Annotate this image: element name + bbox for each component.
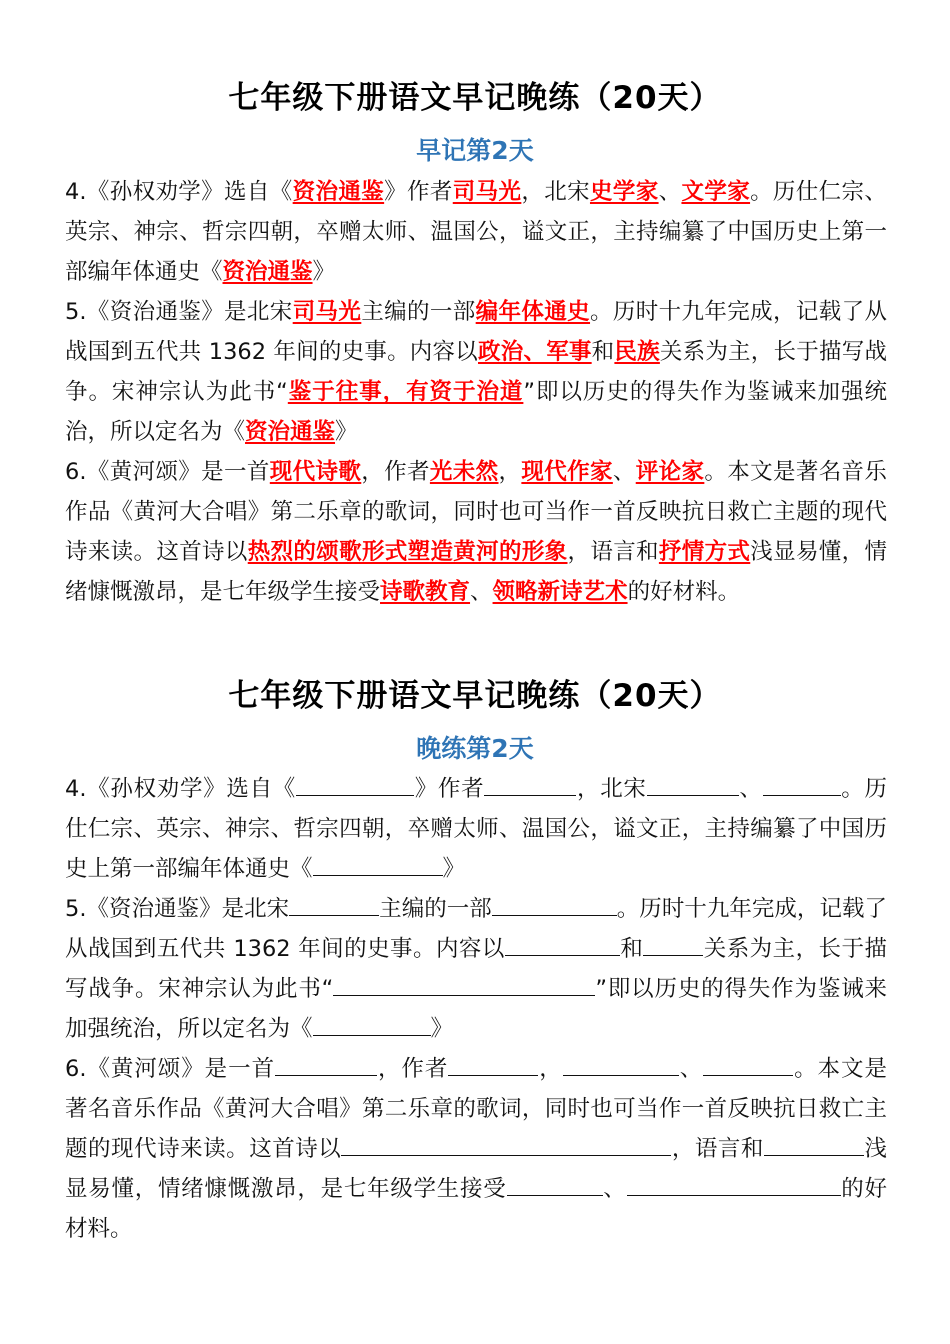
answer: 评论家 xyxy=(635,459,705,485)
answer: 热烈的颂歌形式塑造黄河的形象 xyxy=(247,539,568,565)
answer: 资治通鉴 xyxy=(292,179,385,205)
fill-in-blank[interactable] xyxy=(492,895,617,916)
answer: 鉴于往事，有资于治道 xyxy=(287,379,524,405)
evening-question-6: 6.《黄河颂》是一首 ，作者 ， 、 。本文是著名音乐作品《黄河大合唱》第二乐章的歌词，同时也可当作一首反映抗日救亡主题的现代诗来读。这首诗以 ，语言和 浅显易懂，情绪慷慨激昂，是七年级学生接受 、 的好材料。 xyxy=(65,1056,887,1242)
fill-in-blank[interactable] xyxy=(505,935,620,956)
fill-in-blank[interactable] xyxy=(275,1055,377,1076)
fill-in-blank[interactable] xyxy=(643,935,703,956)
morning-question-6: 6.《黄河颂》是一首现代诗歌，作者光未然，现代作家、评论家。本文是著名音乐作品《黄河大合唱》第二乐章的歌词，同时也可当作一首反映抗日救亡主题的现代诗来读。这首诗以热烈的颂歌形式塑造黄河的形象，语言和抒情方式浅显易懂，情绪慷慨激昂，是七年级学生接受诗歌教育、领略新诗艺术的好材料。 xyxy=(65,459,887,605)
fill-in-blank[interactable] xyxy=(313,1015,431,1036)
answer: 文学家 xyxy=(681,179,751,205)
answer: 领略新诗艺术 xyxy=(492,579,628,605)
fill-in-blank[interactable] xyxy=(763,775,841,796)
answer: 现代诗歌 xyxy=(269,459,362,485)
morning-title: 七年级下册语文早记晚练（20天） xyxy=(228,80,722,116)
answer: 编年体通史 xyxy=(475,299,591,325)
evening-title: 七年级下册语文早记晚练（20天） xyxy=(228,678,722,714)
answer: 司马光 xyxy=(452,179,522,205)
answer: 司马光 xyxy=(292,299,362,325)
fill-in-blank[interactable] xyxy=(703,1055,793,1076)
evening-subtitle: 晚练第2天 xyxy=(416,734,534,763)
answer: 资治通鉴 xyxy=(222,259,313,285)
evening-question-5: 5.《资治通鉴》是北宋 主编的一部 。历时十九年完成，记载了从战国到五代共 1362 年间的史事。内容以 和 关系为主，长于描写战争。宋神宗认为此书“ ”即以历史的得失作为鉴诫来加强统治，所以定名为《 》 xyxy=(65,896,887,1042)
fill-in-blank[interactable] xyxy=(647,775,739,796)
answer: 史学家 xyxy=(589,179,659,205)
morning-question-5: 5.《资治通鉴》是北宋司马光主编的一部编年体通史。历时十九年完成，记载了从战国到五代共 1362 年间的史事。内容以政治、军事和民族关系为主，长于描写战争。宋神宗认为此书“鉴于往事，有资于治道”即以历史的得失作为鉴诫来加强统治，所以定名为《资治通鉴》 xyxy=(65,299,887,445)
answer: 光未然 xyxy=(429,459,499,485)
answer: 民族 xyxy=(614,339,660,365)
morning-question-4: 4.《孙权劝学》选自《资治通鉴》作者司马光，北宋史学家、文学家。历仕仁宗、英宗、神宗、哲宗四朝，卒赠太师、温国公，谥文正，主持编纂了中国历史上第一部编年体通史《资治通鉴》 xyxy=(65,179,887,285)
fill-in-blank[interactable] xyxy=(296,775,414,796)
fill-in-blank[interactable] xyxy=(507,1175,603,1196)
answer: 政治、军事 xyxy=(478,339,592,365)
evening-question-4: 4.《孙权劝学》选自《 》作者 ，北宋 、 。历仕仁宗、英宗、神宗、哲宗四朝，卒赠太师、温国公，谥文正，主持编纂了中国历史上第一部编年体通史《 》 xyxy=(65,776,887,882)
fill-in-blank[interactable] xyxy=(341,1135,671,1156)
fill-in-blank[interactable] xyxy=(563,1055,679,1076)
fill-in-blank[interactable] xyxy=(627,1175,841,1196)
fill-in-blank[interactable] xyxy=(764,1135,864,1156)
fill-in-blank[interactable] xyxy=(313,855,443,876)
morning-subtitle: 早记第2天 xyxy=(416,136,534,165)
fill-in-blank[interactable] xyxy=(484,775,576,796)
answer: 诗歌教育 xyxy=(380,579,471,605)
answer: 资治通鉴 xyxy=(245,419,336,445)
fill-in-blank[interactable] xyxy=(448,1055,538,1076)
fill-in-blank[interactable] xyxy=(289,895,379,916)
fill-in-blank[interactable] xyxy=(333,975,595,996)
answer: 现代作家 xyxy=(521,459,613,485)
answer: 抒情方式 xyxy=(658,539,751,565)
